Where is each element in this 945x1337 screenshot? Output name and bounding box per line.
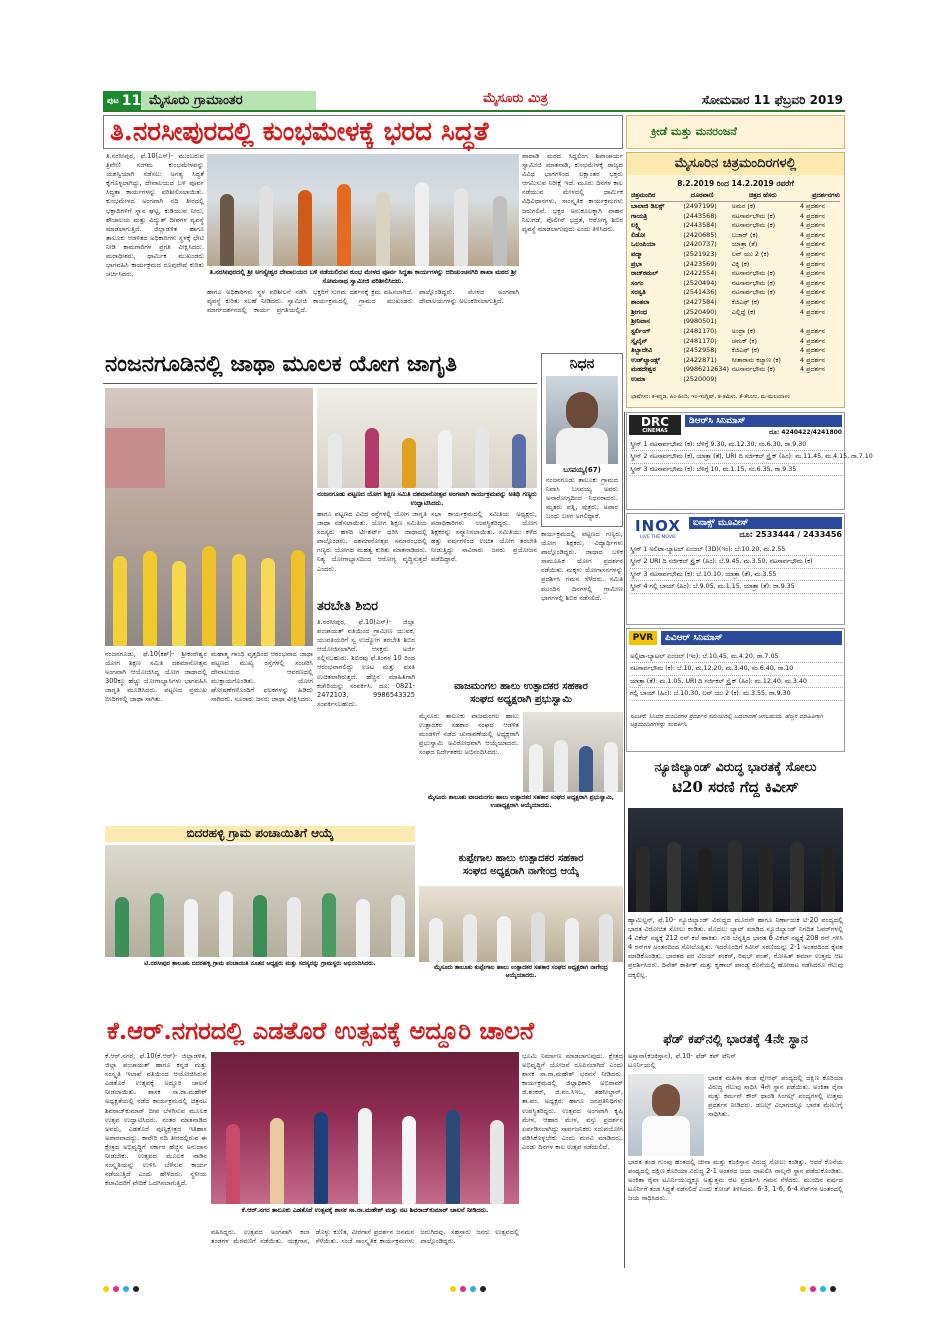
cinema-theatre: ಸರಸ್ವತಿ [631, 288, 646, 297]
cinema-row [631, 298, 840, 308]
pvr-show-line: ಗಲ್ಲಿ ಬಾಯ್ (ಹಿಂ): ಬೆ.10.30, ಲವ್ ಯು 2 (ಕ): ಮ.3.55, ರಾ.9.30 [630, 688, 843, 700]
cinema-film: ಯಾತ್ರಾ (ತೆ) [731, 240, 758, 249]
cinema-theatre: ಪದ್ಮಾ [631, 250, 643, 259]
col-theatre: ಚಿತ್ರಮಂದಿರ [631, 191, 656, 199]
cinema-listing [626, 152, 845, 408]
cinema-film: ಕೆಜಿಎಫ್ (ಕ) [731, 346, 760, 355]
cinema-phone: (9980501) [683, 317, 717, 326]
col-shows: ಪ್ರದರ್ಶನಗಳು [812, 191, 840, 199]
cinema-shows: 4 ಪ್ರದರ್ಶನ [799, 202, 825, 210]
cinema-film: ಸೀತಾರಾಮ ಕಲ್ಯಾಣ (ಕ) [731, 355, 781, 364]
cinema-film: ನಟಸಾರ್ವಭೌಮ (ಕ) [731, 269, 776, 278]
cinema-theatre: ಮಹದೇಶ್ವರ [631, 365, 656, 374]
inox-phone: ದೂ: 2533444 / 2433456 [739, 530, 842, 539]
sports-story2-intro: ಅಸ್ತಾನಾ(ಕಜಕಿಸ್ತಾನ), ಫೆ.10- ಫೆಡ್ ಕಪ್ ಟೆನಿಸ್ ಟೂರ್ನಿಯಲ್ಲಿ [628, 1052, 736, 1070]
obituary-box [541, 353, 623, 527]
cinema-row [631, 202, 840, 212]
column-divider [624, 412, 625, 1268]
story7-headline: ಕೆ.ಆರ್.ನಗರದಲ್ಲಿ ಎಡತೊರೆ ಉತ್ಸವಕ್ಕೆ ಅದ್ದೂರಿ ಚಾಲನೆ [107, 1016, 535, 1045]
cinema-shows: 4 ಪ್ರದರ್ಶನ [799, 298, 825, 307]
story6-headline-2: ಸಂಘದ ಅಧ್ಯಕ್ಷರಾಗಿ ನಾಗೇಂದ್ರ ಆಯ್ಕೆ [462, 866, 580, 877]
cinema-theatre: ರಾಜ್‌ಕಮಲ್ [631, 269, 659, 278]
drc-screens [630, 439, 873, 476]
cinema-phone: (2520009) [683, 374, 717, 383]
story1-headline: ತಿ.ನರಸೀಪುರದಲ್ಲಿ ಕುಂಭಮೇಳಕ್ಕೆ ಭರದ ಸಿದ್ಧತೆ [110, 117, 489, 147]
inox-title: ಐನಾಕ್ಸ್ ಮೂವೀಸ್ [689, 517, 842, 529]
page-header [103, 90, 845, 112]
cinema-row [631, 269, 840, 279]
story2-col1a: ನಂಜನಗೂಡು, ಫೆ.10(ಕಶ್)- ಶ್ರೀಕಂಠೇಶ್ವರ ಯೋಗ ಶಿಕ್ಷಣ ಸಮಿತಿ ದಶಮಾನೋತ್ಸವ ಅಂಗವಾಗಿ ಆಯೋಜಿಸಿದ್ದ ಯೋಗ ಜಾಥಾದಲ್ಲಿ 300ಕ್ಕೂ ಹೆಚ್ಚು ಯೋಗಾಭ್ಯಾಸಿಗಳು ಭಾಗವಹಿಸಿ ಜಾಗೃತಿ ಮೂಡಿಸಿದರು. ಪಟ್ಟಣದ ಪ್ರಮುಖ ಬೀದಿಗಳಲ್ಲಿ ಜಾಥಾ ಸಾಗಿತು. [105, 650, 207, 704]
cinema-phone: (2481170) [683, 336, 717, 345]
story2-col3: ಸಭಾ ಕಾರ್ಯಕ್ರಮದಲ್ಲಿ ಸಮಿತಿಯ ಅಧ್ಯಕ್ಷರು, ಪದಾಧಿಕಾರಿಗಳು ಉಪಸ್ಥಿತರಿದ್ದರು. ಯೋಗ ಶಿಕ್ಷಕರನ್ನು ಸನ್ಮಾನಿಸಲಾಯಿತು. ಸಮಿತಿಯು ಕಳೆದ ಹತ್ತು ವರ್ಷಗಳಿಂದ ಉಚಿತ ಯೋಗ ತರಬೇತಿ ನೀಡುತ್ತಿದ್ದು ಸಾವಿರಾರು ಜನರು ಪ್ರಯೋಜನ ಪಡೆದಿದ್ದಾರೆ. [431, 510, 537, 564]
story2-headline: ನಂಜನಗೂಡಿನಲ್ಲಿ ಜಾಥಾ ಮೂಲಕ ಯೋಗ ಜಾಗೃತಿ [105, 351, 457, 377]
cinema-shows [800, 317, 840, 327]
pvr-title: ಪಿವಿಆರ್ ಸಿನಿಮಾಸ್ [661, 631, 842, 645]
cinema-shows: 4 ಪ್ರದರ್ಶನ [799, 365, 825, 374]
drc-cinema-box [626, 412, 873, 510]
col-phone: ದೂರವಾಣಿ [690, 191, 714, 199]
story6-photo [419, 886, 623, 962]
cinema-phone: (2420737) [683, 240, 717, 249]
story1-caption: ತಿ.ನರಸೀಪುರದಲ್ಲಿ ಶ್ರೀ ಅಗಸ್ತ್ಯೇಶ್ವರ ದೇವಾಲಯದ ಬಳಿ ನಡೆಯಲಿರುವ ಕುಂಭ ಮೇಳದ ಪೂರ್ವ ಸಿದ್ಧತಾ ಕಾರ್ಯಗಳನ್ನು ಆದಿಚುಂಚನಗಿರಿ ಶಾಖಾ ಮಠದ ಶ್ರೀ ಸೋಮನಾಥ ಸ್ವಾಮೀಜಿ ಪರಿಶೀಲಿಸಿದರು. [209, 268, 517, 285]
inox-screen-line: ಸ್ಕ್ರೀನ್ 2 URI ದಿ ಸರ್ಜಿಕಲ್ ಸ್ಟ್ರೈಕ್ (ಹಿಂ): ಬೆ.9.45, ಮ.3.50, ನಟಸಾರ್ವಭೌಮ (ಕ) [630, 556, 843, 568]
cinema-phone: (2481170) [683, 326, 717, 335]
story1-col1: ತಿ.ನರಸೀಪುರ, ಫೆ.10(ಎಸ್)- ಮುಂಬರುವ ತ್ರಿವೇಣಿ ಸಂಗಮ ಕುಂಭಮೇಳವನ್ನು ಯಶಸ್ವಿಯಾಗಿ ನಡೆಸಲು ಅಗತ್ಯ ಸಿದ್ಧತೆ ಕೈಗೊಳ್ಳಲಾಗಿದ್ದು, ದೇವಾಲಯದ ಬಳಿ ಪೂರ್ವ ಸಿದ್ಧತಾ ಕಾರ್ಯಗಳನ್ನು ಪರಿಶೀಲಿಸಲಾಯಿತು. ಕುಂಭಮೇಳದ ಅಂಗವಾಗಿ ನದಿ ತೀರದಲ್ಲಿ ಭಕ್ತಾದಿಗಳಿಗೆ ಸ್ನಾನ ಘಟ್ಟ, ಕುಡಿಯುವ ನೀರು, ಶೌಚಾಲಯ ಮತ್ತು ವಿದ್ಯುತ್ ದೀಪಗಳ ವ್ಯವಸ್ಥೆ ಮಾಡಲಾಗುತ್ತಿದೆ. ಜಿಲ್ಲಾಡಳಿತ ಹಾಗೂ ತಾಲೂಕು ಆಡಳಿತದ ಅಧಿಕಾರಿಗಳು ಸ್ಥಳಕ್ಕೆ ಭೇಟಿ ನೀಡಿ ಕಾಮಗಾರಿಗಳ ಪ್ರಗತಿ ವೀಕ್ಷಿಸಿದರು. ಮಠಾಧೀಶರು, ಧಾರ್ಮಿಕ ಮುಖಂಡರು ಭಾಗವಹಿಸಿ ಕಾರ್ಯಕ್ರಮದ ರೂಪುರೇಷೆ ಕುರಿತು ಚರ್ಚಿಸಿದರು. [106, 152, 204, 279]
cinema-row [631, 288, 840, 298]
story4-headline-2: ಸಂಘದ ಅಧ್ಯಕ್ಷರಾಗಿ ಪ್ರಭುಸ್ವಾಮಿ [470, 694, 572, 705]
cinema-shows: 4 ಪ್ರದರ್ಶನ [799, 230, 825, 239]
sports-story2-more: ಭಾರತ ತಂಡ ಗುಂಪು ಹಂತದಲ್ಲಿ ಚೀನಾ ಮತ್ತು ಕಜಕಿಸ್ತಾನ ವಿರುದ್ಧ ಸೋಲು ಕಂಡಿತ್ತು. ಆದರೆ ಕೊನೆಯ ಪಂದ್ಯದಲ್ಲಿ ದಕ್ಷಿಣ ಕೊರಿಯಾ ವಿರುದ್ಧ 2-1 ಅಂತರದ ಜಯ ದಾಖಲಿಸಿ ನಾಲ್ಕನೇ ಸ್ಥಾನ ಪಡೆದುಕೊಂಡಿತು. ಅಂಕಿತಾ ರೈನಾ ಟೂರ್ನಿಯುದ್ದಕ್ಕೂ ಅತ್ಯುತ್ತಮ ಆಟ ಪ್ರದರ್ಶಿಸಿ ಗಮನ ಸೆಳೆದರು. ಮುಂದಿನ ವರ್ಷದ ಟೂರ್ನಿಗೆ ತಂಡ ಸಿದ್ಧತೆ ನಡೆಸಲಿದೆ ಎಂದು ಕೋಚ್ ತಿಳಿಸಿದರು. 6-3, 1-6, 6-4 ಸೆಟ್‌ಗಳ ಅಂತರದಲ್ಲಿ ಜಯ ಸಾಧಿಸಿದರು. [628, 1158, 843, 1203]
pvr-cinema-box [626, 628, 845, 752]
inox-logo-sub: LIVE THE MOVIE [639, 535, 677, 540]
cinema-row [631, 231, 840, 241]
story3-headline: ತರಬೇತಿ ಶಿಬಿರ [317, 599, 379, 614]
page-number-badge [103, 91, 145, 110]
sports-headline-2: ಟಿ20 ಸರಣಿ ಗೆದ್ದ ಕಿವೀಸ್ [672, 778, 799, 796]
obituary-name: ಬಸವಯ್ಯ(67) [563, 466, 601, 474]
cinema-row [631, 250, 840, 260]
cinema-film: ಬಜಾರ್ (ಕ) [731, 230, 758, 239]
story6-headline-1: ಕುಪ್ಪೇಗಾಲ ಹಾಲು ಉತ್ಪಾದಕರ ಸಹಕಾರ [458, 853, 584, 864]
pvr-lines [630, 651, 843, 701]
cinema-row [631, 279, 840, 289]
sports-banner-text: ಕ್ರೀಡೆ ಮತ್ತು ಮನರಂಜನೆ [651, 125, 737, 138]
pvr-logo: PVR [629, 631, 657, 645]
story7-bottom-cols: ವಹಿಸಿದ್ದರು. ಉತ್ಸವದ ಅಂಗವಾಗಿ ಕಲಾ ತಂಡಗಳ ಮೆರವಣಿಗೆ ನಡೆಯಿತು. ಯಕ್ಷಗಾನ, ಡೊಳ್ಳು ಕುಣಿತ, ವೀರಗಾಸೆ ಪ್ರದರ್ಶನ ಜನಮನ ಸೆಳೆಯಿತು. ಸಂಜೆ ಸಾಂಸ್ಕೃತಿಕ ಕಾರ್ಯಕ್ರಮಗಳು ಜರುಗಿದವು. ಸಹಸ್ರಾರು ಜನರು ಉತ್ಸವದಲ್ಲಿ ಪಾಲ್ಗೊಂಡಿದ್ದರು. [211, 1228, 519, 1246]
inox-screen-line: ಸ್ಕ್ರೀನ್ 3 ನಟಸಾರ್ವಭೌಮ (ಕ): ಬೆ.10.10, ಯಾತ್ರಾ (ತೆ), ಮ.3.55 [630, 569, 843, 581]
cinema-row [631, 317, 840, 327]
cinema-shows: 4 ಪ್ರದರ್ಶನ [799, 346, 825, 355]
sports-tennis-photo [628, 1074, 704, 1156]
cinema-theatre: ಸ್ಕೈಲೈನ್ [631, 336, 648, 345]
cinema-phone: (2497199) [683, 202, 717, 210]
drc-phone: ದೂ: 4240422/4241800 [769, 429, 842, 436]
cinema-theatre: ಉಮಾ [631, 374, 646, 383]
cinema-row [631, 308, 840, 318]
cinema-theatre: ಶ್ರೀಗಂಧ [631, 307, 648, 316]
story2-event-photo [317, 388, 537, 488]
cinema-shows: 4 ಪ್ರದರ್ಶನ [799, 307, 825, 316]
section-name: ಮೈಸೂರು ಗ್ರಾಮಾಂತರ [141, 91, 316, 110]
story5-headline: ಬಿದರಹಳ್ಳಿ ಗ್ರಾಮ ಪಂಚಾಯಿತಿಗೆ ಆಯ್ಕೆ [186, 826, 334, 840]
drc-logo [629, 415, 681, 435]
cinema-title: ಮೈಸೂರಿನ ಚಿತ್ರಮಂದಿರಗಳಲ್ಲಿ [627, 153, 844, 175]
cinema-film: ಅಂದ್ರಾ (ಕ) [731, 326, 756, 335]
page-number: 11 [121, 92, 142, 109]
drc-screen-line: ಸ್ಕ್ರೀನ್ 1 ನಟಸಾರ್ವಭೌಮ (ಕ): ಬೆಳಿಗ್ಗೆ 9.30, ಮ.12.30, ಸಂ.6.30, ರಾ.9.30 [630, 439, 843, 451]
obituary-photo [546, 376, 618, 464]
story2-rally-photo [105, 388, 313, 646]
cinema-theatre: ಪ್ರಭಾ [631, 259, 642, 268]
cinema-row [631, 240, 840, 250]
cinema-film: ಅಮರ (ಕ) [731, 202, 756, 210]
story7-caption: ಕೆ.ಆರ್.ನಗರ ತಾಲೂಕು ಎಡತೊರೆ ಉತ್ಸವಕ್ಕೆ ಶಾಸಕ ಸಾ.ರಾ.ಮಹೇಶ್ ಮತ್ತು ನಟ ಶಿವರಾಜ್‌ಕುಮಾರ್ ಚಾಲನೆ ನೀಡಿದರು. [241, 1206, 489, 1214]
story1-bottom-cols: ಹಾಗೂ ಅಧಿಕಾರಿಗಳು ಸ್ಥಳ ಪರಿಶೀಲನೆ ನಡೆಸಿ ವ್ಯವಸ್ಥೆ ಕುರಿತು ಸಲಹೆ ನೀಡಿದರು. ಸ್ವಾಮೀಜಿ ಮಾರ್ಗದರ್ಶನದಲ್ಲಿ ಕಾರ್ಯ ಪ್ರಗತಿಯಲ್ಲಿದೆ. ಭಕ್ತರಿಗೆ ಸುಗಮ ದರ್ಶನಕ್ಕೆ ಕ್ರಮ ವಹಿಸಲಾಗಿದೆ. ಕಾರ್ಯಕ್ರಮದಲ್ಲಿ ಗ್ರಾಮದ ಮುಖಂಡರು ಪಾಲ್ಗೊಂಡಿದ್ದರು. ಮೇಳದ ಅಂಗವಾಗಿ ದೇವಾಲಯಗಳನ್ನು ಅಲಂಕರಿಸಲಾಗುತ್ತಿದೆ. [207, 288, 519, 315]
drc-logo-text: DRC [640, 415, 669, 429]
cinema-phone: (2521923) [683, 250, 717, 259]
cinema-shows: 4 ಪ್ರದರ್ಶನ [799, 278, 825, 287]
cinema-shows: 4 ಪ್ರದರ್ಶನ [799, 240, 825, 249]
inox-cinema-box [626, 513, 845, 625]
pvr-show-line: ಯಾತ್ರಾ (ತೆ): ಮ.1.05, URI ದಿ ಸರ್ಜಿಕಲ್ ಸ್ಟ್ರೈಕ್ (ಹಿಂ): ಮ.12.40, ಮ.3.40 [630, 676, 843, 688]
cinema-theatre: ಬಾಲಾಜಿ ಡಿಲಕ್ಸ್ [631, 202, 665, 210]
cinema-shows: 4 ಪ್ರದರ್ಶನ [799, 326, 825, 335]
cinema-phone: (2452958) [683, 346, 717, 355]
inox-screen-line: ಸ್ಕ್ರೀನ್ 4 ಗಲ್ಲಿ ಬಾಯ್ (ಹಿಂ): ಬೆ.9.05, ಮ.1.15, ಯಾತ್ರಾ (ತೆ): ರಾ.9.35 [630, 581, 843, 593]
cinema-row [631, 365, 840, 375]
story7-col1: ಕೆ.ಆರ್.ನಗರ, ಫೆ.10(ಕೆ.ಆರ್)- ಜಿಲ್ಲಾಡಳಿತ, ಜಿಲ್ಲಾ ಪಂಚಾಯತ್ ಹಾಗೂ ಕನ್ನಡ ಮತ್ತು ಸಂಸ್ಕೃತಿ ಇಲಾಖೆ ವತಿಯಿಂದ ಆಯೋಜಿಸಿರುವ ಎಡತೊರೆ ಉತ್ಸವಕ್ಕೆ ಅದ್ದೂರಿ ಚಾಲನೆ ನೀಡಲಾಯಿತು. ಶಾಸಕ ಸಾ.ರಾ.ಮಹೇಶ್ ಅಧ್ಯಕ್ಷತೆಯಲ್ಲಿ ನಡೆದ ಕಾರ್ಯಕ್ರಮದಲ್ಲಿ ಚಿತ್ರನಟ ಶಿವರಾಜ್‌ಕುಮಾರ್ ದೀಪ ಬೆಳಗಿಸುವ ಮೂಲಕ ಉತ್ಸವ ಉದ್ಘಾಟಿಸಿದರು. ನಂತರ ಮಾತನಾಡಿದ ಅವರು, ಎಡತೊರೆ ಪುಣ್ಯಕ್ಷೇತ್ರದ ಇತಿಹಾಸ ಅಪಾರವಾದದ್ದು. ಕಾವೇರಿ ನದಿ ತೀರದಲ್ಲಿರುವ ಈ ಕ್ಷೇತ್ರದ ಅಭಿವೃದ್ಧಿಗೆ ಸರ್ಕಾರ ಹೆಚ್ಚಿನ ಅನುದಾನ ನೀಡಬೇಕು. ಉತ್ಸವದ ಮೂಲಕ ನಾಡಿನ ಸಂಸ್ಕೃತಿಯನ್ನು ಉಳಿಸಿ ಬೆಳೆಸುವ ಕಾರ್ಯ ನಡೆಯುತ್ತಿದೆ ಎಂದು ಹೇಳಿದರು. ಸ್ಥಳೀಯ ಕಲಾವಿದರಿಗೆ ವೇದಿಕೆ ಒದಗಿಸಲಾಗುತ್ತಿದೆ. [105, 1052, 207, 1188]
story7-photo [211, 1052, 519, 1204]
cinema-row [631, 356, 840, 366]
page-label: ಪುಟ [107, 95, 119, 105]
story2-col2: ಹಾಗೂ ಪಟ್ಟಣದ ವಿವಿಧ ರಸ್ತೆಗಳಲ್ಲಿ ಯೋಗ ಜಾಗೃತಿ ಜಾಥಾ ನಡೆಸಲಾಯಿತು. ಯೋಗ ಶಿಕ್ಷಣ ಸಮಿತಿಯ ಸದಸ್ಯರು ಹಳದಿ ಟೀ-ಶರ್ಟ್ ಧರಿಸಿ ಜಾಥಾದಲ್ಲಿ ಪಾಲ್ಗೊಂಡರು. ದಶಮಾನೋತ್ಸವ ಸಮಾರಂಭದಲ್ಲಿ ಗಣ್ಯರು ಯೋಗದ ಮಹತ್ವ ಕುರಿತು ಮಾತನಾಡಿದರು. ನಿತ್ಯ ಯೋಗಾಭ್ಯಾಸದಿಂದ ಆರೋಗ್ಯ ವೃದ್ಧಿಸುತ್ತದೆ ಎಂದರು. [317, 510, 427, 573]
cinema-film: ನಟಸಾರ್ವಭೌಮ (ಕ) [731, 288, 776, 297]
cinema-row [631, 375, 840, 385]
cinema-film: ವಿಕ್ಕಿ (ಕ) [731, 259, 750, 268]
cinema-header-row [631, 191, 840, 202]
sports-headline-1: ನ್ಯೂಜಿಲ್ಯಾಂಡ್ ವಿರುದ್ಧ ಭಾರತಕ್ಕೆ ಸೋಲು [654, 759, 817, 774]
inox-screens [630, 544, 843, 594]
cinema-theatre: ಒಲಂಪಿಯಾ [631, 240, 656, 249]
sports-headline-3: ಫೆಡ್ ಕಪ್‌ನಲ್ಲಿ ಭಾರತಕ್ಕೆ 4ನೇ ಸ್ಥಾನ [663, 1031, 808, 1046]
cinema-theatre: ಶಾಂತಲಾ [631, 298, 650, 307]
cinema-shows: 4 ಪ್ರದರ್ಶನ [799, 259, 825, 268]
cinema-row [631, 221, 840, 231]
cinema-rows [631, 202, 840, 385]
sports-story-text: ಹ್ಯಾಮಿಲ್ಟನ್, ಫೆ.10- ನ್ಯೂಜಿಲ್ಯಾಂಡ್ ವಿರುದ್ಧದ ಮೂರನೇ ಹಾಗೂ ನಿರ್ಣಾಯಕ ಟಿ-20 ಪಂದ್ಯದಲ್ಲಿ ಭಾರತ ವಿರೋಚಿತ ಸೋಲು ಕಂಡಿತು. ಮೊದಲು ಬ್ಯಾಟ್ ಮಾಡಿದ ನ್ಯೂಜಿಲ್ಯಾಂಡ್ ನಿಗದಿತ ಓವರ್‌ಗಳಲ್ಲಿ 4 ವಿಕೆಟ್ ನಷ್ಟಕ್ಕೆ 212 ರನ್ ಕಲೆ ಹಾಕಿತು. ಗುರಿ ಬೆನ್ನತ್ತಿದ ಭಾರತ 6 ವಿಕೆಟ್ ನಷ್ಟಕ್ಕೆ 208 ರನ್ ಗಳಿಸಿ 4 ರನ್‌ಗಳ ಅಂತರದಿಂದ ಸೋಲೊಪ್ಪಿತು. ಇದರೊಂದಿಗೆ ಕಿವೀಸ್ ಸರಣಿಯನ್ನು 2-1 ಅಂತರದಿಂದ ಕೈವಶ ಮಾಡಿಕೊಂಡಿತು. ಭಾರತದ ಪರ ವಿಜಯ್ ಶಂಕರ್, ರಿಷಭ್ ಪಂತ್, ರೋಹಿತ್ ಶರ್ಮಾ ಉತ್ತಮ ಆಟ ಪ್ರದರ್ಶಿಸಿದರು. ದಿನೇಶ್ ಕಾರ್ತಿಕ್ ಮತ್ತು ಕೃಣಾಲ್ ಪಾಂಡ್ಯ ಕೊನೆಯಲ್ಲಿ ಹೋರಾಟ ನಡೆಸಿದರೂ ಗೆಲುವು ದಕ್ಕಲಿಲ್ಲ. [628, 916, 843, 979]
cinema-phone: (2520494) [683, 278, 717, 287]
cinema-phone: (2423569) [683, 259, 717, 268]
cinema-film: ಕೆಜಿಎಫ್ (ಕ) [731, 298, 760, 307]
cinema-theatre: ಸ್ಟರ್ಲಿಂಗ್ [631, 326, 651, 335]
pvr-note: ಸೂಚನೆ: ಸಿನಿಮಾ ಮಂದಿರಗಳ ಪ್ರದರ್ಶನ ಸಮಯದಲ್ಲಿ ಬದಲಾವಣೆ ಆಗಬಹುದು. ಹೆಚ್ಚಿನ ಮಾಹಿತಿಗಾಗಿ ಚಿತ್ರಮಂದಿರಗಳನ್ನು ಸಂಪರ್ಕಿಸಿ. [630, 713, 824, 729]
drc-logo-sub: CINEMAS [642, 428, 668, 434]
story1-photo [207, 154, 519, 266]
inox-screen-line: ಸ್ಕ್ರೀನ್ 1 ಅಲಿಟಾ-ಬ್ಯಾಟಲ್ ಏಂಜಲ್ (3D)(ಇಂ): ಬೆ.10.20, ಮ.2.55 [630, 544, 843, 556]
obituary-title: ನಿಧನ [569, 356, 595, 372]
story2-caption: ನಂಜನಗೂಡು ಪಟ್ಟಣದ ಯೋಗ ಶಿಕ್ಷಣ ಸಮಿತಿ ದಶಮಾನೋತ್ಸವ ಅಂಗವಾಗಿ ಕಾರ್ಯಕ್ರಮವನ್ನು ಅತಿಥಿ ಗಣ್ಯರು ಉದ್ಘಾಟಿಸಿದರು. [317, 490, 537, 507]
cinema-dates: 8.2.2019 ರಿಂದ 14.2.2019 ರವರೆಗೆ [677, 179, 794, 188]
cinema-shows: 4 ಪ್ರದರ್ಶನ [799, 269, 825, 278]
story5-headline-box [105, 826, 415, 842]
cinema-row [631, 337, 840, 347]
cinema-theatre: ಲಿಡೋ [631, 230, 646, 239]
story4-text: ಮೈಸೂರು ತಾಲೂಕು ವಾಜಮಂಗಲ ಹಾಲು ಉತ್ಪಾದಕರ ಸಹಕಾರ ಸಂಘದ ಆಡಳಿತ ಮಂಡಳಿಗೆ ನಡೆದ ಚುನಾವಣೆಯಲ್ಲಿ ಅಧ್ಯಕ್ಷರಾಗಿ ಪ್ರಭುಸ್ವಾಮಿ ಅವಿರೋಧವಾಗಿ ಆಯ್ಕೆಯಾದರು. ಸಂಘದ ನಿರ್ದೇಶಕರು ಅಭಿನಂದಿಸಿದರು. [419, 712, 519, 757]
story1-headline-box [103, 115, 623, 149]
cinema-shows: 4 ಪ್ರದರ್ಶನ [799, 250, 825, 259]
inox-logo [629, 517, 687, 539]
sports-cricket-photo [628, 808, 843, 912]
cinema-phone: (2422554) [683, 269, 717, 278]
story6-caption: ಮೈಸೂರು ತಾಲೂಕು ಕುಪ್ಪೇಗಾಲ ಹಾಲು ಉತ್ಪಾದಕರ ಸಹಕಾರ ಸಂಘದ ಅಧ್ಯಕ್ಷರಾಗಿ ನಾಗೇಂದ್ರ ಆಯ್ಕೆಯಾದರು. [434, 964, 608, 980]
cinema-shows: 4 ಪ್ರದರ್ಶನ [799, 221, 825, 230]
cinema-phone: (2520490) [683, 307, 717, 316]
story1-col4: ವಾದಾಡಿ ಮಠದ ಸಿದ್ದಲಿಂಗ ಶಿವಾಚಾರ್ಯ ಸ್ವಾಮೀಜಿ ಮಾತನಾಡಿ, ಕುಂಭಮೇಳಕ್ಕೆ ರಾಜ್ಯದ ವಿವಿಧ ಭಾಗಗಳಿಂದ ಲಕ್ಷಾಂತರ ಭಕ್ತರು ಆಗಮಿಸುವ ನಿರೀಕ್ಷೆ ಇದೆ. ಮೂರು ದಿನಗಳ ಕಾಲ ನಡೆಯುವ ಮೇಳದಲ್ಲಿ ಧಾರ್ಮಿಕ ವಿಧಿವಿಧಾನಗಳು, ಸಾಂಸ್ಕೃತಿಕ ಕಾರ್ಯಕ್ರಮಗಳು ಜರುಗಲಿವೆ. ಭಕ್ತರ ಅನುಕೂಲಕ್ಕಾಗಿ ವಾಹನ ನಿಲುಗಡೆ, ಪೊಲೀಸ್ ಭದ್ರತೆ, ಆರೋಗ್ಯ ಶಿಬಿರ ವ್ಯವಸ್ಥೆ ಮಾಡಲಾಗುವುದು ಎಂದು ತಿಳಿಸಿದರು. [522, 152, 623, 233]
cinema-film [732, 317, 800, 327]
pvr-show-line: ಅಲ್ಲಿಟಾ-ಬ್ಯಾಟಲ್ ಏಂಜಲ್ (ಇಂ): ಬೆ.10.45, ಮ.4.20, ರಾ.7.05 [630, 651, 843, 663]
cinema-theatre: ಉಡ್‌ಲ್ಯಾಂಡ್ಸ್ [631, 355, 660, 364]
cinema-film: ಲವ್ ಯು 2 (ಕ) [731, 250, 769, 259]
drc-title: ಡಿಆರ್‌ಸಿ ಸಿನಿಮಾಸ್ [685, 415, 842, 427]
col-film: ಚಿತ್ರದ ಹೆಸರು [748, 191, 777, 199]
obituary-text: ನಂಜನಗೂಡು ತಾಲೂಕು ಗ್ರಾಮದ ನಿವಾಸಿ ಬಸವಯ್ಯ ಅವರು ಅನಾರೋಗ್ಯದಿಂದ ನಿಧನರಾದರು. ಮೃತರು ಪತ್ನಿ, ಪುತ್ರರು, ಅಪಾರ ಬಂಧು ಬಳಗ ಅಗಲಿದ್ದಾರೆ. [546, 476, 618, 521]
registration-dots-right [800, 1286, 836, 1292]
cinema-film [732, 375, 800, 385]
cinema-phone: (2541436) [683, 288, 717, 297]
cinema-phone: (2420685) [683, 230, 717, 239]
cinema-phone: (9986212634) [683, 365, 729, 374]
cinema-shows: 4 ಪ್ರದರ್ಶನ [799, 336, 825, 345]
pvr-show-line: ನಟಸಾರ್ವಭೌಮ (ಕ): ಬೆ.10, ಮ.12.20, ಮ.3.40, ಸಂ.6.40, ರಾ.10 [630, 663, 843, 675]
masthead: ಮೈಸೂರು ಮಿತ್ರ [483, 91, 548, 106]
inox-logo-text: INOX [635, 517, 681, 535]
registration-dots-center [450, 1286, 486, 1292]
cinema-shows: 4 ಪ್ರದರ್ಶನ [799, 288, 825, 297]
cinema-phone: (2443584) [683, 221, 717, 230]
story5-photo [105, 845, 415, 957]
cinema-theatre: ಸಂಗಂ [631, 278, 644, 287]
cinema-phone: (2443568) [683, 211, 717, 220]
cinema-film: ನಟಸಾರ್ವಭೌಮ (ಕ) [731, 278, 776, 287]
cinema-phone: (2427584) [683, 298, 717, 307]
story6-headline-box [419, 854, 623, 884]
cinema-theatre: ಲಕ್ಷ್ಮಿ [631, 221, 641, 230]
cinema-row [631, 260, 840, 270]
issue-date: ಸೋಮವಾರ 11 ಫೆಬ್ರವರಿ 2019 [701, 93, 843, 107]
cinema-theatre: ತಿಬ್ಬಾದೇವಿ [631, 346, 653, 355]
sports-banner [626, 115, 845, 149]
story4-caption: ಮೈಸೂರು ತಾಲೂಕು ವಾಜಮಂಗಲ ಹಾಲು ಉತ್ಪಾದಕರ ಸಹಕಾರ ಸಂಘದ ಅಧ್ಯಕ್ಷರಾಗಿ ಪ್ರಭುಸ್ವಾಮಿ, ಉಪಾಧ್ಯಕ್ಷರಾಗಿ ಆಯ್ಕೆಯಾದರು. [427, 794, 615, 810]
story5-caption: ಟಿ.ನರಸೀಪುರ ತಾಲೂಕು ಬಿದರಹಳ್ಳಿ ಗ್ರಾಮ ಪಂಚಾಯಿತಿ ನೂತನ ಅಧ್ಯಕ್ಷರು ಮತ್ತು ಸದಸ್ಯರನ್ನು ಗ್ರಾಮಸ್ಥರು ಅಭಿನಂದಿಸಿದರು. [144, 960, 376, 967]
cinema-film: ಎಲ್ಲಿದ್ದೆ (ಕ) [731, 307, 756, 316]
sports-headline-box [626, 758, 845, 804]
cinema-shows: 4 ಪ್ರದರ್ಶನ [799, 355, 825, 364]
drc-screen-line: ಸ್ಕ್ರೀನ್ 2 ನಟಸಾರ್ವಭೌಮ (ಕ), ಯಾತ್ರಾ (ತೆ), URI ದಿ ಸರ್ಜಿಕಲ್ ಸ್ಟ್ರೈಕ್ (ಹಿಂ): ಮ.11.45, ಮ.4.15, ರಾ.7.10 [630, 451, 843, 463]
cinema-film: ಚಮಕ್ (ಕ) [731, 336, 757, 345]
story3-box [317, 600, 415, 768]
cinema-theatre: ಗಾಯತ್ರಿ [631, 211, 648, 220]
cinema-row [631, 327, 840, 337]
cinema-film: ನಟಸಾರ್ವಭೌಮ (ಕ) [731, 221, 776, 230]
cinema-row [631, 212, 840, 222]
cinema-row [631, 346, 840, 356]
sports-story2-col: ಭಾರತ ಮಹಿಳಾ ತಂಡ ಪ್ಲೇಆಫ್ ಪಂದ್ಯದಲ್ಲಿ ದಕ್ಷಿಣ ಕೊರಿಯಾ ವಿರುದ್ಧ ಗೆಲುವು ಸಾಧಿಸಿ 4ನೇ ಸ್ಥಾನ ಪಡೆಯಿತು. ಅಂಕಿತಾ ರೈನಾ ಮತ್ತು ಕರ್ಮನ್ ಕೌರ್ ಥಾಂಡಿ ಸಿಂಗಲ್ಸ್ ಪಂದ್ಯಗಳಲ್ಲಿ ಉತ್ತಮ ಪ್ರದರ್ಶನ ನೀಡಿದರು. ಡಬಲ್ಸ್ ವಿಭಾಗದಲ್ಲೂ ಭಾರತ ಮೇಲುಗೈ ಸಾಧಿಸಿತು. [708, 1074, 843, 1119]
cinema-phone: (2422871) [683, 355, 717, 364]
cinema-shows: 4 ಪ್ರದರ್ಶನ [799, 211, 825, 220]
cinema-legend: ಭಾಷೆಗಳು: ಕ-ಕನ್ನಡ, ಹಿಂ-ಹಿಂದಿ, ಇಂ-ಇಂಗ್ಲಿಷ್, ತ-ತಮಿಳು, ತೆ-ತೆಲುಗು, ಮ-ಮಲಯಾಳಂ [631, 394, 791, 400]
story4-headline-1: ವಾಜಮಂಗಲ ಹಾಲು ಉತ್ಪಾದಕರ ಸಹಕಾರ [454, 681, 588, 692]
drc-screen-line: ಸ್ಕ್ರೀನ್ 3 ನಟಸಾರ್ವಭೌಮ (ಕ): ಬೆಳಿಗ್ಗೆ 10, ಮ.1.15, ಸಂ.6.35, ರಾ.9.35 [630, 464, 843, 476]
story7-headline-box [103, 1016, 623, 1050]
cinema-film: ನಟಸಾರ್ವಭೌಮ (ಕ) [731, 365, 776, 374]
story4-photo [523, 712, 623, 792]
story3-text: ತಿ.ನರಸೀಪುರ, ಫೆ.10(ಎಸ್)- ಜಿಲ್ಲಾ ಪಂಚಾಯತ್ ವತಿಯಿಂದ ಗ್ರಾಮೀಣ ಯುವಕ, ಯುವತಿಯರಿಗೆ ಸ್ವ ಉದ್ಯೋಗ ತರಬೇತಿ ಶಿಬಿರ ಆಯೋಜಿಸಲಾಗಿದೆ. ಆಸಕ್ತರು ಅರ್ಜಿ ಸಲ್ಲಿಸಬಹುದು. ಶಿಬಿರವು ಫೆ.ತಿಂಗಳ 10 ರಿಂದ ಆರಂಭವಾಗಲಿದ್ದು ಊಟ ಮತ್ತು ವಸತಿ ಉಚಿತವಾಗಿರುತ್ತದೆ. ಹೆಚ್ಚಿನ ಮಾಹಿತಿಗಾಗಿ ಕಚೇರಿಯನ್ನು ಸಂಪರ್ಕಿಸಿ. ದೂ: 0821-2472103, 9986543325 ಸಂಪರ್ಕಿಸಬಹುದು. [317, 618, 415, 708]
story2-col4: ಕಾರ್ಯಕ್ರಮದಲ್ಲಿ ಪಟ್ಟಣದ ಗಣ್ಯರು, ಯೋಗ ಶಿಕ್ಷಕರು, ವಿದ್ಯಾರ್ಥಿಗಳು ಪಾಲ್ಗೊಂಡಿದ್ದರು. ಜಾಥಾದ ಬಳಿಕ ಸಾಮೂಹಿಕ ಯೋಗ ಪ್ರದರ್ಶನ ನಡೆಯಿತು. ಮಕ್ಕಳು ಯೋಗಾಸನಗಳನ್ನು ಪ್ರದರ್ಶಿಸಿ ಗಮನ ಸೆಳೆದರು. ಸಮಿತಿ ಮುಂದಿನ ದಿನಗಳಲ್ಲಿ ಗ್ರಾಮೀಣ ಭಾಗಗಳಲ್ಲಿ ಶಿಬಿರ ನಡೆಸಲಿದೆ. [541, 530, 623, 602]
story2-col1b: ಮಹಾತ್ಮ ಗಾಂಧಿ ವೃತ್ತದಿಂದ ಆರಂಭವಾದ ಜಾಥಾ ಪಟ್ಟಣದ ಮುಖ್ಯ ರಸ್ತೆಗಳಲ್ಲಿ ಸಂಚರಿಸಿ ದೇವಾಲಯದ ಆವರಣದಲ್ಲಿ ಮುಕ್ತಾಯಗೊಂಡಿತು. ಯೋಗ ಘೋಷಣೆಗಳೊಂದಿಗೆ ಫಲಕಗಳನ್ನು ಹಿಡಿದು ಸಾಗಿದರು. ನೂರಾರು ಜನರು ಜಾಥಾ ವೀಕ್ಷಿಸಿದರು. [211, 650, 313, 704]
cinema-film: ನಟಸಾರ್ವಭೌಮ (ಕ) [731, 211, 776, 220]
cinema-shows [800, 375, 840, 385]
newspaper-page [103, 90, 873, 1270]
cinema-theatre: ಶ್ರೀನಿವಾಸ [631, 317, 650, 326]
divider [103, 383, 537, 384]
story7-col4: ಭೂಮಿ ನಿರ್ಮಾಣ ಮಾಡಲಾಗುವುದು. ಕ್ಷೇತ್ರದ ಅಭಿವೃದ್ಧಿಗೆ ಯೋಜನೆ ರೂಪಿಸಲಾಗಿದೆ ಎಂದು ಶಾಸಕ ಸಾ.ರಾ.ಮಹೇಶ್ ಭರವಸೆ ನೀಡಿದರು. ಕಾರ್ಯಕ್ರಮದಲ್ಲಿ ಜಿಲ್ಲಾಧಿಕಾರಿ ಅಭಿರಾಮ್ ಜಿ.ಶಂಕರ್, ಜಿ.ಪಂ.ಸಿಇಒ, ತಹಸೀಲ್ದಾರ್, ತಾ.ಪಂ. ಅಧ್ಯಕ್ಷರು ಹಾಗೂ ಜನಪ್ರತಿನಿಧಿಗಳು ಉಪಸ್ಥಿತರಿದ್ದರು. ಉತ್ಸವದ ಅಂಗವಾಗಿ ಕೃಷಿ ಮೇಳ, ಆಹಾರ ಮೇಳ, ವಸ್ತು ಪ್ರದರ್ಶನ ಏರ್ಪಡಿಸಲಾಗಿದ್ದು ಸಾರ್ವಜನಿಕರು ಸದುಪಯೋಗ ಪಡಿಸಿಕೊಳ್ಳಬೇಕು ಎಂದು ಮನವಿ ಮಾಡಿದರು. ಎರಡು ದಿನಗಳ ಕಾಲ ಉತ್ಸವ ನಡೆಯಲಿದೆ. [522, 1052, 623, 1151]
registration-dots-left [103, 1286, 139, 1292]
